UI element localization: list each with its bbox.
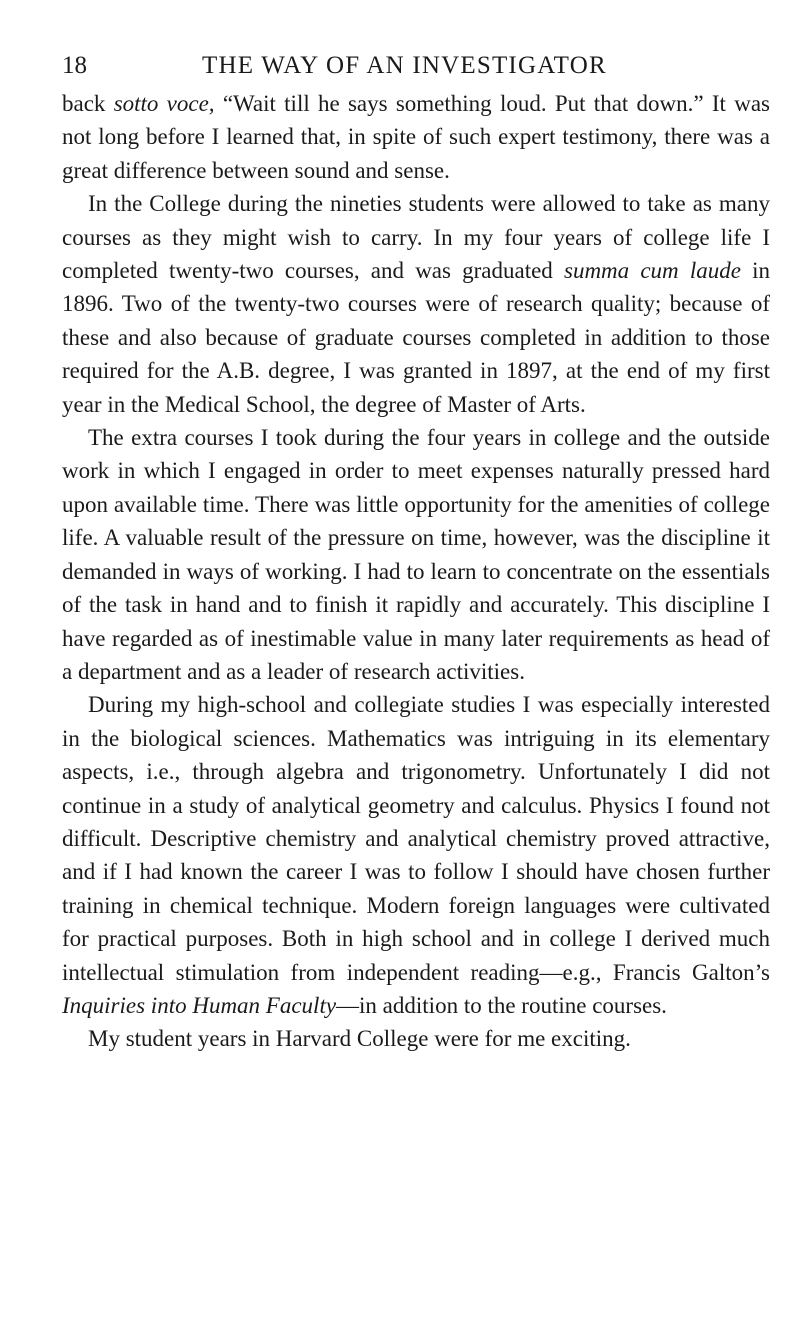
running-title: THE WAY OF AN INVESTIGATOR (202, 52, 607, 79)
text-segment: My student years in Harvard College were for me exciting. (88, 1026, 631, 1052)
paragraph (62, 1022, 770, 1055)
italic-phrase: sotto voce, (113, 91, 215, 116)
text-segment: back (62, 91, 114, 116)
italic-phrase: summa cum laude (564, 258, 741, 284)
text-segment: —in addition to the routine courses. (336, 992, 667, 1018)
text-segment: During my high-school and collegiate studies I was especially interested in the biological sciences. Mathematics was intriguing in its elementary aspects, i.e., through algebra and trigonometry. Unfortunately I did not continue in a study of analytical geometry and calculus. Physics I found not difficult. Descriptive chemistry and analytical chemistry proved attractive, and if I had known the career I was to follow I should have chosen further training in chemical technique. Modern foreign languages were cultivated for practical purposes. Both in high school and in college I derived much intellectual stimulation from independent reading—e.g., Francis Galton’s (62, 692, 770, 985)
italic-phrase: Inquiries into Human Faculty (62, 992, 337, 1018)
text-segment: The extra courses I took during the four years in college and the outside work in which I engaged in order to meet expenses naturally pressed hard upon available time. There was little opportunity for the amenities of college life. A valuable result of the pressure on time, however, was the discipline it demanded in ways of working. I had to learn to concentrate on the essentials of the task in hand and to finish it rapidly and accurately. This discipline I have regarded as of inestimable value in many later requirements as head of a department and as a leader of research activities. (62, 425, 770, 684)
paragraph (62, 187, 770, 421)
body-text (62, 87, 770, 1056)
text-segment: in 1896. Two of the twenty-two courses were of research quality; because of these and also because of graduate courses completed in addition to those required for the A.B. degree, I was granted in 1897, at the end of my first year in the Medical School, the degree of Master of Arts. (62, 258, 771, 417)
text-segment: In the College during the nineties students were allowed to take as many courses as they might wish to carry. In my four years of college life I completed twenty-two courses, and was graduated (62, 191, 770, 284)
page-header (62, 48, 742, 84)
paragraph (62, 87, 770, 187)
paragraph (62, 421, 770, 688)
page-number: 18 (62, 52, 87, 79)
paragraph (62, 688, 770, 1022)
text-segment: “Wait till he says something loud. Put that down.” It was not long before I learned that, in spite of such expert testimony, there was a great difference between sound and sense. (62, 91, 770, 183)
